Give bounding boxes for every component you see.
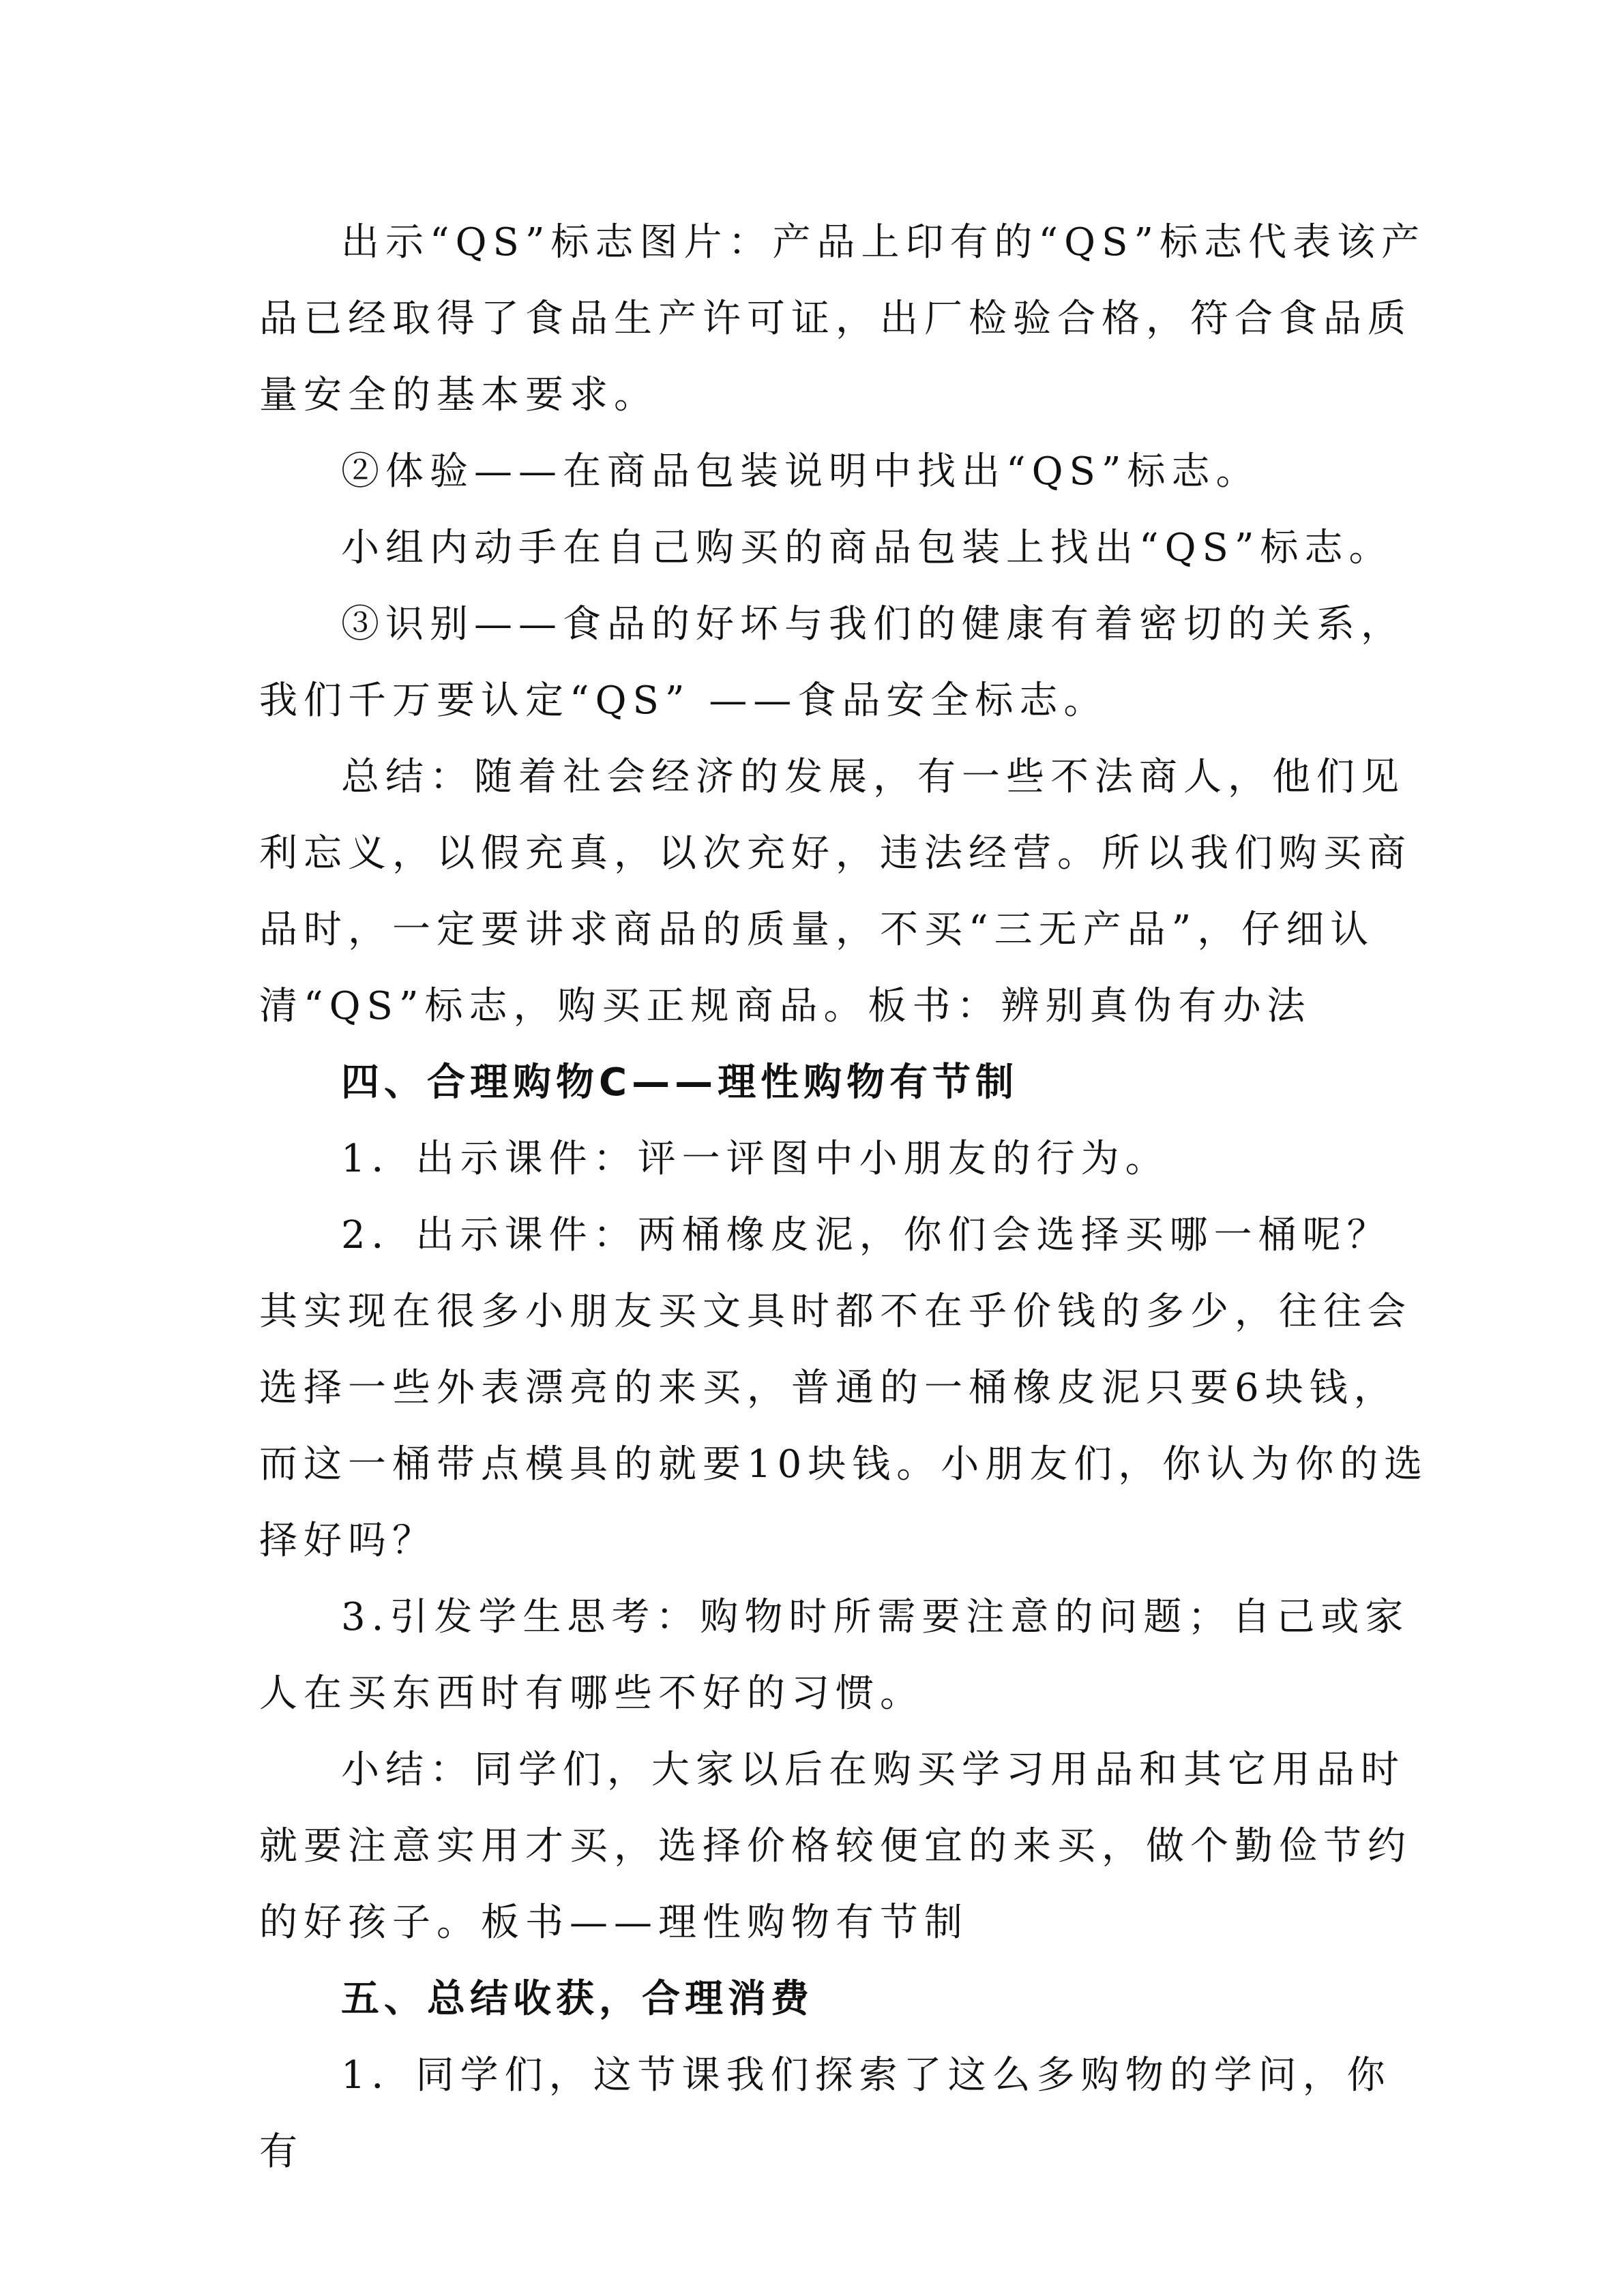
paragraph-experience: ②体验——在商品包装说明中找出“QS”标志。	[341, 449, 1260, 494]
paragraph-qs-intro: 出示“QS”标志图片：产品上印有的“QS”标志代表该产品已经取得了食品生产许可证，出厂检验合格，符合食品质量安全的基本要求。	[259, 220, 1426, 417]
paragraph-conclusion: 小结：同学们，大家以后在购买学习用品和其它用品时就要注意实用才买，选择价格较便宜的来买，做个勤俭节约的好孩子。板书——理性购物有节制	[259, 1748, 1412, 1945]
paragraph-group-activity: 小组内动手在自己购买的商品包装上找出“QS”标志。	[341, 526, 1393, 570]
section-heading-4: 四、合理购物C——理性购物有节制	[341, 1060, 1019, 1105]
document-body	[259, 205, 1432, 2190]
paragraph-item-3: 3.引发学生思考：购物时所需要注意的问题；自己或家人在买东西时有哪些不好的习惯。	[259, 1595, 1410, 1716]
paragraph-item-2: 2．出示课件：两桶橡皮泥，你们会选择买哪一桶呢？其实现在很多小朋友买文具时都不在乎价钱的多少，往往会选择一些外表漂亮的来买，普通的一桶橡皮泥只要6块钱，而这一桶带点模具的就要10块钱。小朋友们，你认为你的选择好吗？	[259, 1213, 1429, 1563]
paragraph-identify: ③识别——食品的好坏与我们的健康有着密切的关系，我们千万要认定“QS” ——食品安全标志。	[259, 602, 1405, 723]
paragraph-final-item-1: 1．同学们，这节课我们探索了这么多购物的学问，你有	[259, 2053, 1391, 2174]
paragraph-summary: 总结：随着社会经济的发展，有一些不法商人，他们见利忘义，以假充真，以次充好，违法经营。所以我们购买商品时，一定要讲求商品的质量，不买“三无产品”，仔细认清“QS”标志，购买正规商品。板书：辨别真伪有办法	[259, 755, 1412, 1028]
paragraph-item-1: 1．出示课件：评一评图中小朋友的行为。	[341, 1137, 1170, 1181]
section-heading-5: 五、总结收获，合理消费	[341, 1977, 814, 2021]
